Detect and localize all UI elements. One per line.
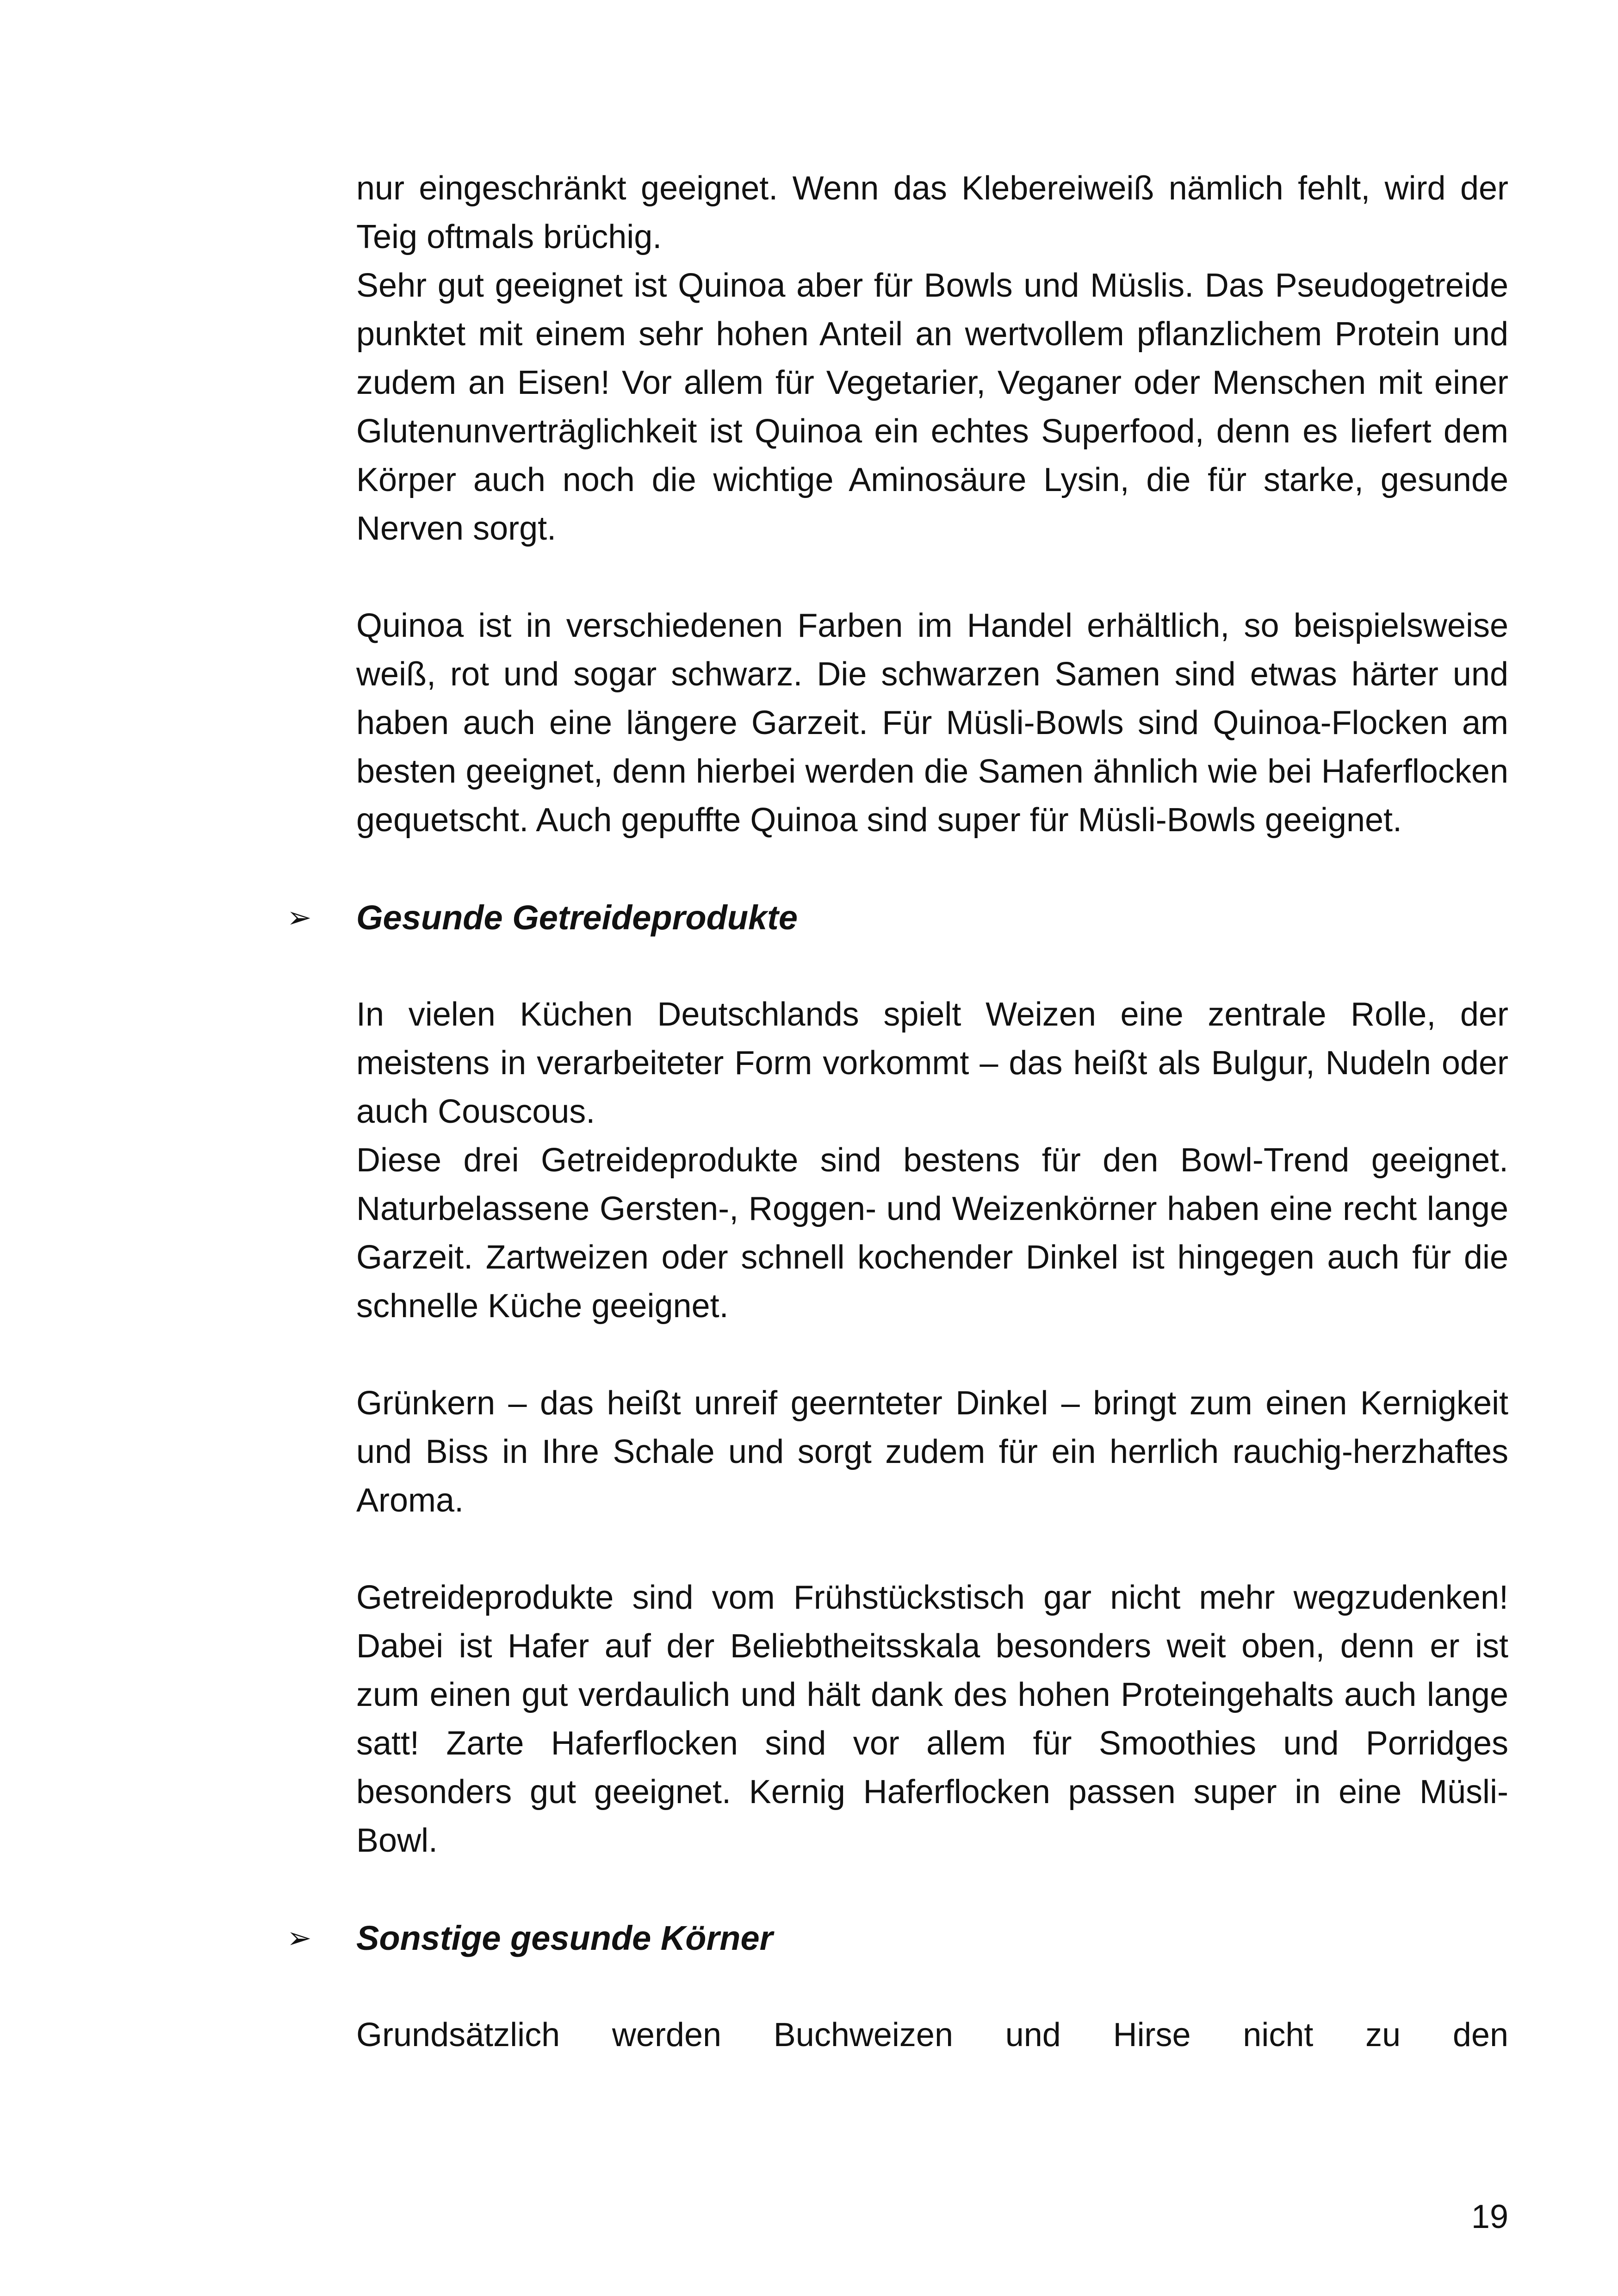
paragraph: Grünkern – das heißt unreif geernteter Dinkel – bringt zum einen Kernigkeit und Biss in Ihre Schale und sorgt zudem für ein herrlich rauchig-herzhaftes Aroma. (356, 1385, 1508, 1519)
section-heading (287, 893, 1508, 942)
paragraph: Quinoa ist in verschiedenen Farben im Handel erhältlich, so beispielsweise weiß, rot und sogar schwarz. Die schwarzen Samen sind etwas härter und haben auch eine längere Garzeit. Für Müsli-Bowls sind Quinoa-Flocken am besten geeignet, denn hierbei werden die Samen ähnlich wie bei Haferflocken gequetscht. Auch gepuffte Quinoa sind super für Müsli-Bowls geeignet. (356, 607, 1508, 839)
paragraph-gap (356, 1331, 1508, 1379)
page-content (287, 164, 1508, 2060)
section-heading-text: Gesunde Getreideprodukte (356, 898, 798, 937)
paragraph-gap (356, 845, 1508, 893)
paragraph-gap (356, 553, 1508, 602)
paragraph: In vielen Küchen Deutschlands spielt Weizen eine zentrale Rolle, der meistens in verarbeiteter Form vorkommt – das heißt als Bulgur, Nudeln oder auch Couscous. (356, 996, 1508, 1130)
paragraph: Diese drei Getreideprodukte sind bestens für den Bowl-Trend geeignet. Naturbelassene Gersten-, Roggen- und Weizenkörner haben eine recht lange Garzeit. Zartweizen oder schnell kochender Dinkel ist hingegen auch für die schnelle Küche geeignet. (356, 1142, 1508, 1325)
paragraph: Getreideprodukte sind vom Frühstückstisch gar nicht mehr wegzudenken! Dabei ist Hafer auf der Beliebtheitsskala besonders weit oben, denn er ist zum einen gut verdaulich und hält dank des hohen Proteingehalts auch lange satt! Zarte Haferflocken sind vor allem für Smoothies und Porridges besonders gut geeignet. Kernig Haferflocken passen super in eine Müsli-Bowl. (356, 1579, 1508, 1859)
paragraph-gap (356, 942, 1508, 990)
paragraph-gap (356, 1525, 1508, 1574)
paragraph-gap (356, 1865, 1508, 1914)
paragraph: nur eingeschränkt geeignet. Wenn das Klebereiweiß nämlich fehlt, wird der Teig oftmals brüchig. (356, 170, 1508, 255)
arrow-bullet-icon: ➢ (287, 901, 312, 934)
section-heading-text: Sonstige gesunde Körner (356, 1919, 773, 1957)
paragraph: Grundsätzlich werden Buchweizen und Hirse nicht zu den (356, 2016, 1508, 2053)
paragraph-gap (356, 1962, 1508, 2011)
arrow-bullet-icon: ➢ (287, 1921, 312, 1954)
page-number: 19 (1471, 2198, 1508, 2235)
section-heading (287, 1914, 1508, 1962)
paragraph: Sehr gut geeignet ist Quinoa aber für Bowls und Müslis. Das Pseudogetreide punktet mit einem sehr hohen Anteil an wertvollem pflanzlichem Protein und zudem an Eisen! Vor allem für Vegetarier, Veganer oder Menschen mit einer Glutenunverträglichkeit ist Quinoa ein echtes Superfood, denn es liefert dem Körper auch noch die wichtige Aminosäure Lysin, die für starke, gesunde Nerven sorgt. (356, 267, 1508, 547)
